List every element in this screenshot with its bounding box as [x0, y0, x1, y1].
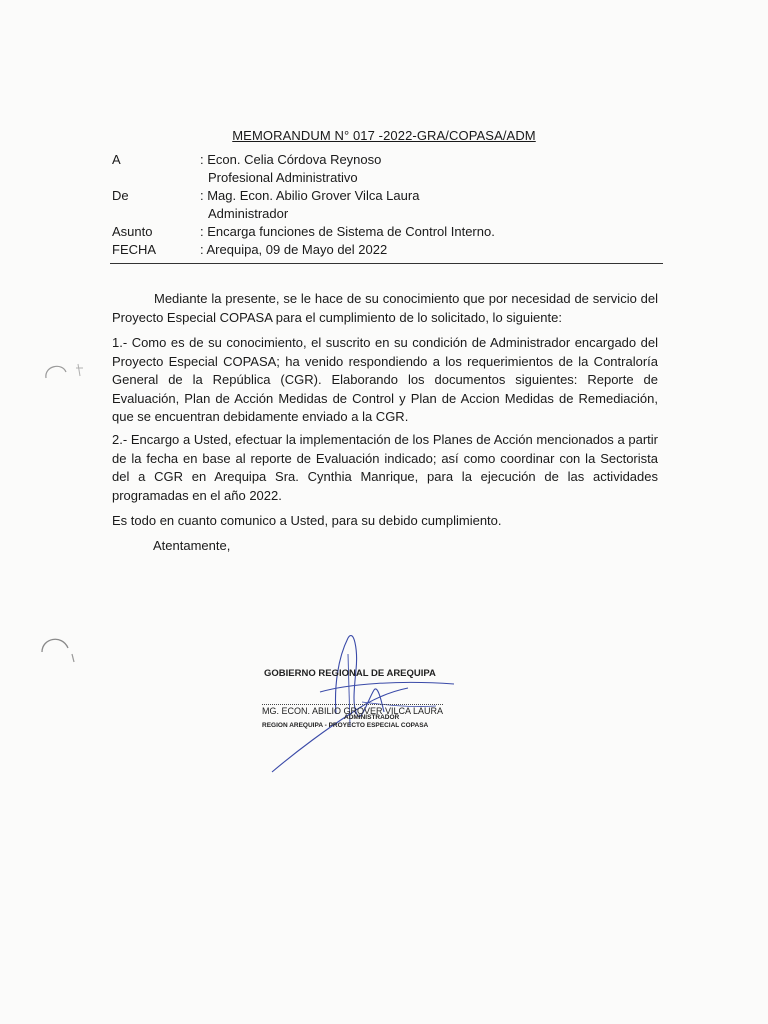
memo-title: MEMORANDUM N° 017 -2022-GRA/COPASA/ADM	[232, 128, 536, 143]
stamp-unit: REGION AREQUIPA - PROYECTO ESPECIAL COPASA	[262, 722, 429, 729]
body-paragraph-closing: Es todo en cuanto comunico a Usted, para su debido cumplimiento.	[112, 513, 502, 528]
stamp-organization: GOBIERNO REGIONAL DE AREQUIPA	[264, 668, 436, 679]
from-name: : Mag. Econ. Abilio Grover Vilca Laura	[200, 188, 420, 203]
from-title: Administrador	[208, 206, 289, 221]
to-label: A	[112, 152, 121, 167]
from-label: De	[112, 188, 129, 203]
header-from-title-row	[112, 205, 672, 223]
header-from-row	[112, 187, 672, 205]
stamp-signer-name: MG. ECON. ABILIO GROVER VILCA LAURA	[262, 706, 444, 716]
body-paragraph-intro: Mediante la presente, se le hace de su conocimiento que por necesidad de servicio del Proyecto Especial COPASA para el cumplimiento de lo solicitado, lo siguiente:	[112, 291, 658, 325]
to-name: : Econ. Celia Córdova Reynoso	[200, 152, 382, 167]
header-divider	[110, 263, 663, 264]
header-date-row	[112, 241, 672, 259]
punch-hole-mark-icon	[38, 632, 88, 666]
punch-hole-mark-icon	[38, 358, 88, 388]
stamp-signer-role: ADMINISTRADOR	[344, 714, 400, 721]
subject-label: Asunto	[112, 224, 153, 239]
official-stamp	[258, 630, 478, 780]
memo-header	[112, 151, 672, 259]
closing-salutation: Atentamente,	[153, 538, 231, 553]
to-title: Profesional Administrativo	[208, 170, 358, 185]
date-label: FECHA	[112, 242, 157, 257]
header-to-row	[112, 151, 672, 169]
date-value: : Arequipa, 09 de Mayo del 2022	[200, 242, 388, 257]
header-subject-row	[112, 223, 672, 241]
header-to-title-row	[112, 169, 672, 187]
subject-value: : Encarga funciones de Sistema de Control Interno.	[200, 224, 495, 239]
body-paragraph-2: 2.- Encargo a Usted, efectuar la implementación de los Planes de Acción mencionados a partir de la fecha en base al reporte de Evaluación indicado; así como coordinar con la Sectorista del a CGR en Arequipa Sra. Cynthia Manrique, para la ejecución de las actividades programadas en el año 2022.	[112, 432, 658, 503]
body-paragraph-1: 1.- Como es de su conocimiento, el suscrito en su condición de Administrador encargado del Proyecto Especial COPASA; ha venido respondiendo a los requerimientos de la Contraloría General de la República (CGR). Elaborando los documentos siguientes: Reporte de Evaluación, Plan de Acción Medidas de Control y Plan de Accion Medidas de Remediación, que se encuentran debidamente enviado a la CGR.	[112, 335, 658, 424]
